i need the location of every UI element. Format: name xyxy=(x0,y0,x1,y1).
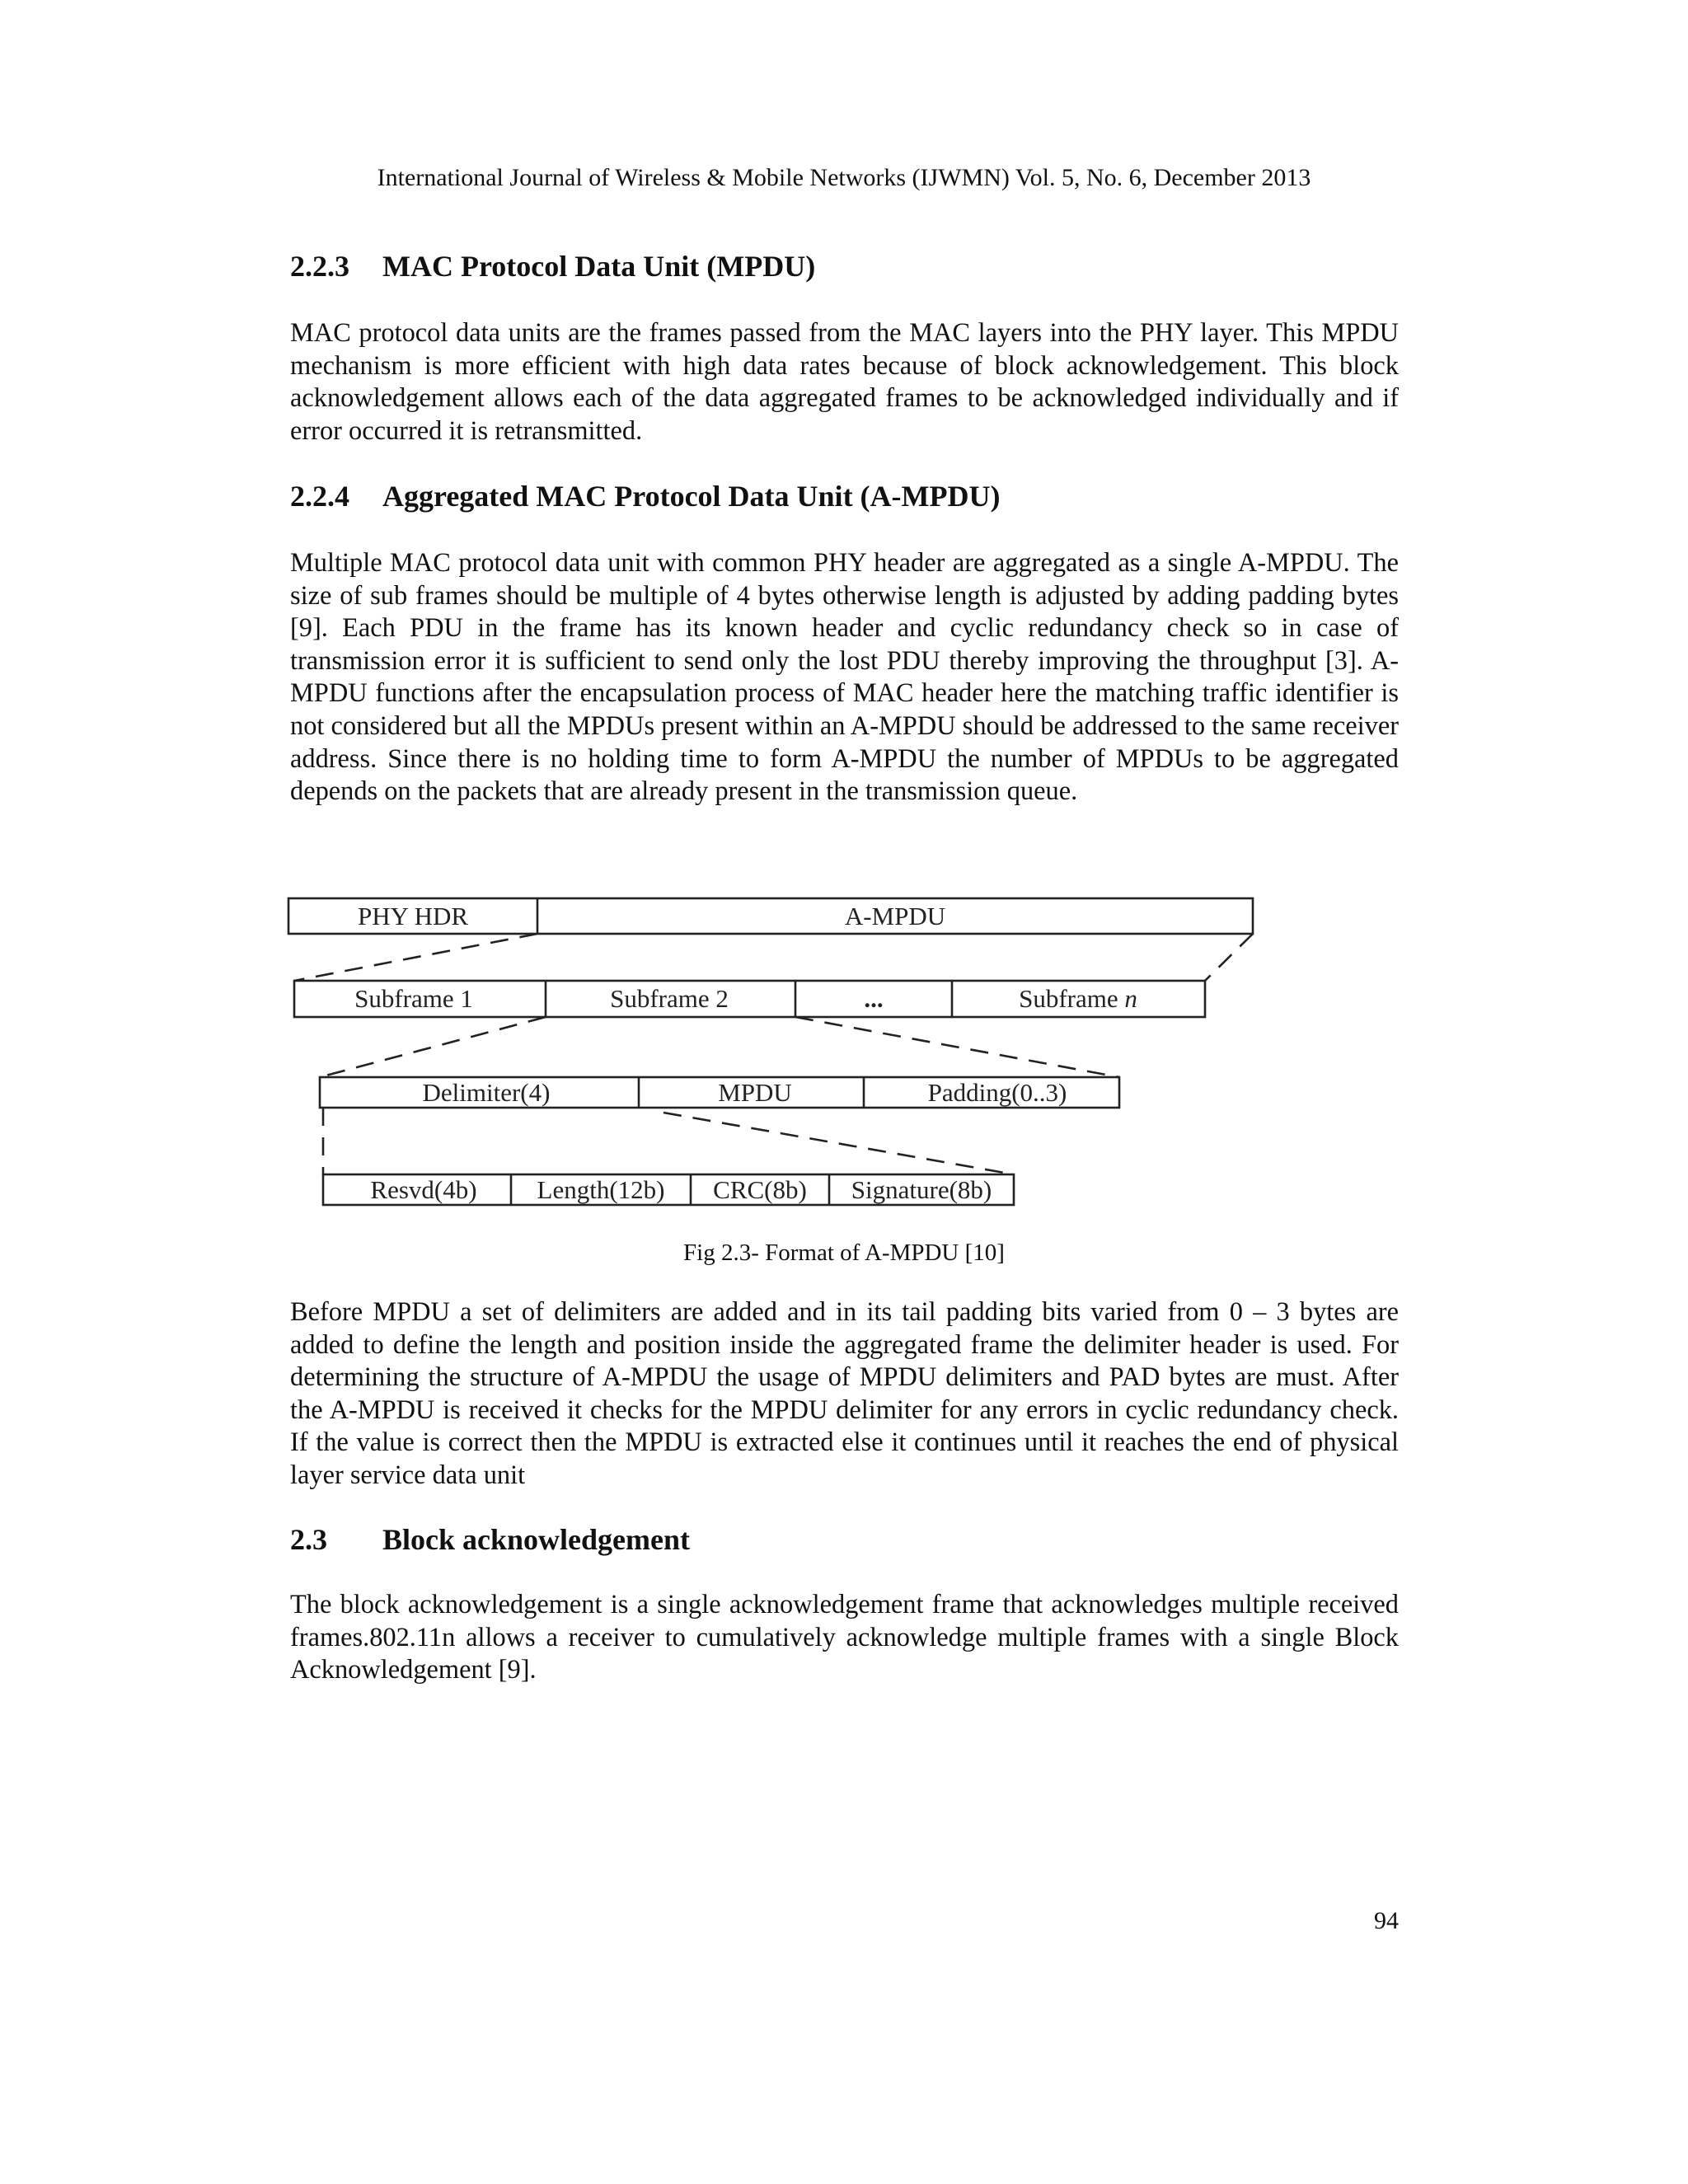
signature-label: Signature(8b) xyxy=(851,1175,992,1204)
mpdu-label: MPDU xyxy=(718,1078,792,1107)
ampdu-label: A-MPDU xyxy=(844,902,946,930)
figure-caption: Fig 2.3- Format of A-MPDU [10] xyxy=(683,1240,1005,1266)
ellipsis-label: ... xyxy=(864,984,884,1013)
section-title: MAC Protocol Data Unit (MPDU) xyxy=(382,250,816,283)
section-title: Block acknowledgement xyxy=(382,1523,690,1556)
subframe-n-word: Subframe xyxy=(1019,984,1118,1013)
page-number: 94 xyxy=(1374,1907,1399,1934)
length-label: Length(12b) xyxy=(537,1175,665,1204)
subframe-n-label xyxy=(1019,984,1137,1013)
section-number: 2.2.4 xyxy=(290,480,349,513)
section-number: 2.2.3 xyxy=(290,250,349,283)
subframe-2-label: Subframe 2 xyxy=(610,984,729,1013)
padding-label: Padding(0..3) xyxy=(927,1078,1067,1107)
subframe-n-index: n xyxy=(1124,984,1137,1013)
running-header: International Journal of Wireless & Mobile Networks (IJWMN) Vol. 5, No. 6, December 2013 xyxy=(377,164,1311,191)
connector-left-2 xyxy=(320,1017,546,1077)
paragraph-delimiters: Before MPDU a set of delimiters are added and in its tail padding bits varied from 0 – 3 bytes are added to define the length and position inside the aggregated frame the delimiter header is used. For determining the structure of A-MPDU the usage of MPDU delimiters and PAD bytes are must. After the A-MPDU is received it checks for the MPDU delimiter for any errors in cyclic redundancy check. If the value is correct then the MPDU is extracted else it continues until it reaches the end of physical layer service data unit xyxy=(290,1297,1399,1490)
phy-hdr-label: PHY HDR xyxy=(357,902,469,930)
resvd-label: Resvd(4b) xyxy=(370,1175,477,1204)
paragraph-ampdu: Multiple MAC protocol data unit with common PHY header are aggregated as a single A-MPDU. The size of sub frames should be multiple of 4 bytes otherwise length is adjusted by adding padding bytes [9]. Each PDU in the frame has its known header and cyclic redundancy check so in case of transmission error it is sufficient to send only the lost PDU thereby improving the throughput [3]. A-MPDU functions after the encapsulation process of MAC header here the matching traffic identifier is not considered but all the MPDUs present within an A-MPDU should be addressed to the same receiver address. Since there is no holding time to form A-MPDU the number of MPDUs to be aggregated depends on the packets that are already present in the transmission queue. xyxy=(290,548,1399,807)
delimiter-label: Delimiter(4) xyxy=(422,1078,551,1107)
subframe-1-label: Subframe 1 xyxy=(354,984,473,1013)
section-number: 2.3 xyxy=(290,1523,327,1556)
section-title: Aggregated MAC Protocol Data Unit (A-MPDU) xyxy=(382,480,1001,513)
paragraph-mpdu: MAC protocol data units are the frames passed from the MAC layers into the PHY layer. This MPDU mechanism is more efficient with high data rates because of block acknowledgement. This block acknowledgement allows each of the data aggregated frames to be acknowledged individually and if error occurred it is retransmitted. xyxy=(290,318,1399,446)
connector-right-1 xyxy=(1205,934,1253,981)
section-heading-2-3 xyxy=(290,1521,690,1558)
connector-right-2 xyxy=(795,1017,1119,1077)
crc-label: CRC(8b) xyxy=(713,1175,807,1204)
paragraph-block-ack: The block acknowledgement is a single acknowledgement frame that acknowledges multiple received frames.802.11n allows a receiver to cumulatively acknowledge multiple frames with a single Block Acknowledgement [9]. xyxy=(290,1590,1399,1685)
connector-right-3 xyxy=(663,1113,1014,1174)
connector-left-1 xyxy=(294,934,537,981)
